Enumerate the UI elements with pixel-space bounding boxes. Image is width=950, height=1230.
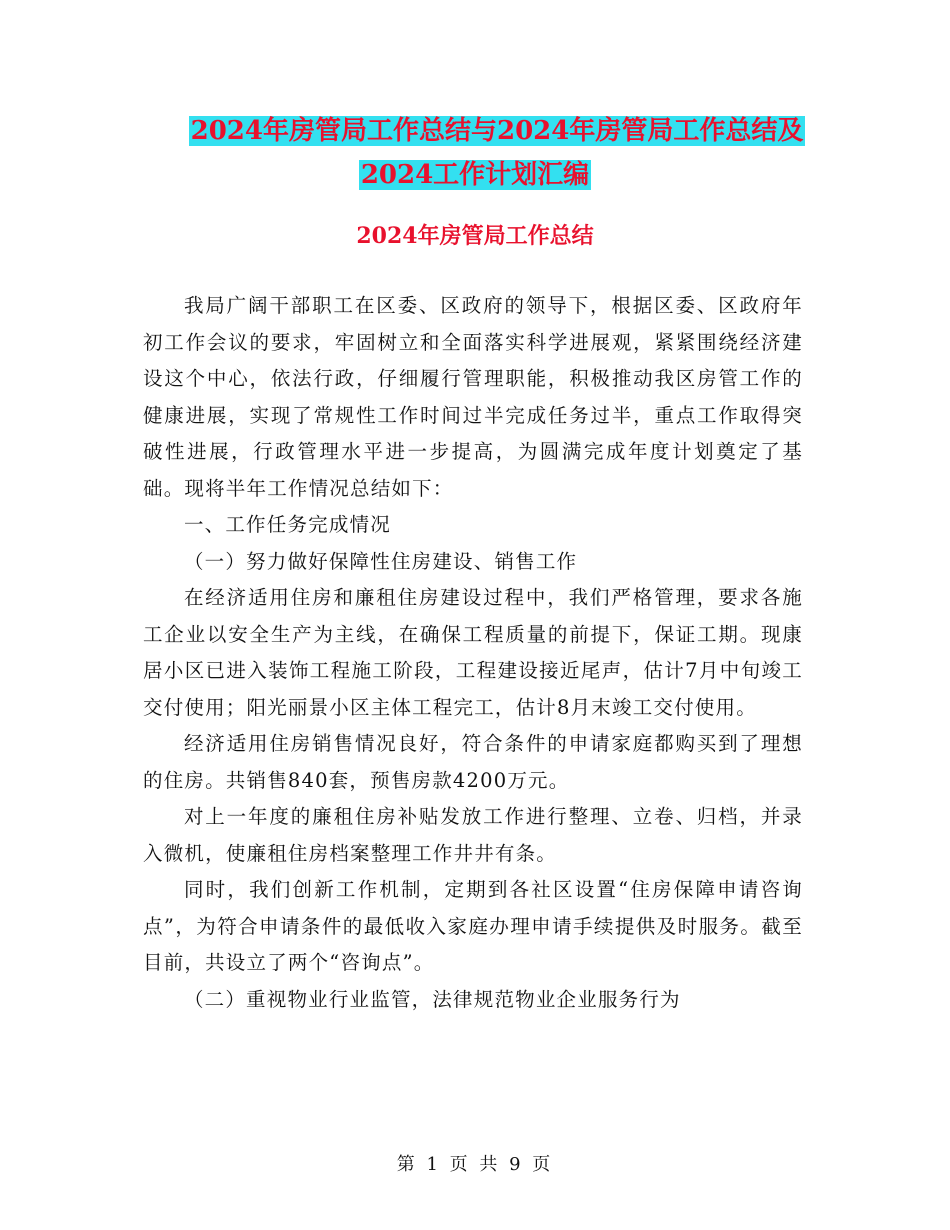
heading-level-2: （二）重视物业行业监管，法律规范物业企业服务行为 [183, 987, 681, 1011]
heading-level-2: （一）努力做好保障性住房建设、销售工作 [183, 549, 578, 573]
heading-level-1: 一、工作任务完成情况 [183, 513, 391, 536]
document-title-line-1: 2024年房管局工作总结与2024年房管局工作总结及 [190, 116, 804, 146]
paragraph: 在经济适用住房和廉租住房建设过程中，我们严格管理，要求各施工企业以安全生产为主线，在确保工程质量的前提下，保证工期。现康居小区已进入装饰工程施工阶段，工程建设接近尾声，估计7月中旬竣工交付使用；阳光丽景小区主体工程完工，估计8月末竣工交付使用。 [143, 586, 803, 719]
page-footer: 第 1 页 共 9 页 [396, 1154, 554, 1175]
document-body [143, 288, 803, 1018]
paragraph: 经济适用住房销售情况良好，符合条件的申请家庭都购买到了理想的住房。共销售840套，预售房款4200万元。 [143, 732, 803, 792]
paragraph-intro: 我局广阔干部职工在区委、区政府的领导下，根据区委、区政府年初工作会议的要求，牢固树立和全面落实科学进展观，紧紧围绕经济建设这个中心，依法行政，仔细履行管理职能，积极推动我区房管工作的健康进展，实现了常规性工作时间过半完成任务过半，重点工作取得突破性进展，行政管理水平进一步提高，为圆满完成年度计划奠定了基础。现将半年工作情况总结如下： [143, 294, 803, 500]
document-title-line-2: 2024工作计划汇编 [360, 160, 590, 190]
paragraph: 同时，我们创新工作机制，定期到各社区设置“住房保障申请咨询点”，为符合申请条件的最低收入家庭办理申请手续提供及时服务。截至目前，共设立了两个“咨询点”。 [143, 878, 803, 974]
paragraph: 对上一年度的廉租住房补贴发放工作进行整理、立卷、归档，并录入微机，使廉租住房档案整理工作井井有条。 [143, 805, 803, 865]
section-title: 2024年房管局工作总结 [356, 223, 594, 249]
